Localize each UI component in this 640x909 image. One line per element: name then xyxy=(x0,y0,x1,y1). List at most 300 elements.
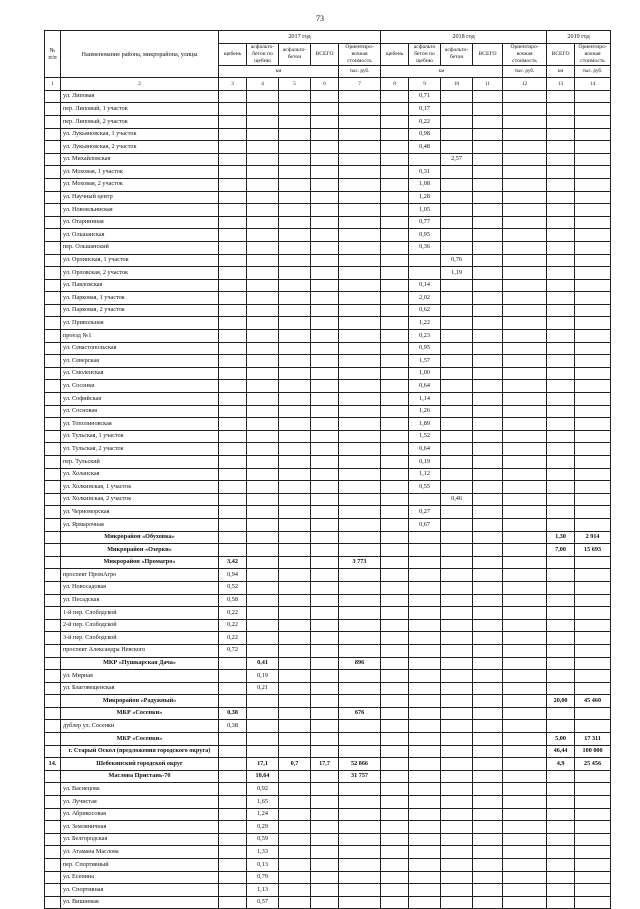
value-cell xyxy=(441,430,473,443)
value-cell xyxy=(547,367,575,380)
value-cell xyxy=(219,745,247,758)
value-cell: 676 xyxy=(339,707,381,720)
value-cell xyxy=(547,393,575,406)
value-cell xyxy=(547,481,575,494)
value-cell xyxy=(279,770,311,783)
value-cell xyxy=(311,594,339,607)
value-cell xyxy=(247,279,279,292)
value-cell xyxy=(219,317,247,330)
value-cell xyxy=(547,229,575,242)
value-cell xyxy=(473,456,503,469)
street-name: ул. Лукьяновская, 2 участок xyxy=(61,141,219,154)
row-number xyxy=(45,367,61,380)
value-cell xyxy=(575,682,611,695)
value-cell xyxy=(547,846,575,859)
value-cell xyxy=(441,544,473,557)
value-cell: 0,41 xyxy=(247,657,279,670)
value-cell xyxy=(409,770,441,783)
column-header: ВСЕГО xyxy=(473,43,503,65)
value-cell xyxy=(503,833,547,846)
value-cell xyxy=(503,330,547,343)
value-cell xyxy=(441,405,473,418)
value-cell xyxy=(503,821,547,834)
value-cell: 0,72 xyxy=(219,644,247,657)
value-cell xyxy=(473,531,503,544)
table-row xyxy=(45,141,611,154)
value-cell xyxy=(311,141,339,154)
value-cell xyxy=(575,896,611,909)
value-cell xyxy=(575,720,611,733)
header-year-2017: 2017 год xyxy=(219,31,381,44)
table-row xyxy=(45,115,611,128)
table-row xyxy=(45,745,611,758)
value-cell xyxy=(219,468,247,481)
value-cell xyxy=(441,707,473,720)
value-cell xyxy=(547,178,575,191)
value-cell xyxy=(339,808,381,821)
value-cell: 7,00 xyxy=(547,544,575,557)
value-cell: 0,22 xyxy=(219,607,247,620)
value-cell xyxy=(575,619,611,632)
value-cell xyxy=(247,506,279,519)
value-cell xyxy=(219,783,247,796)
value-cell xyxy=(279,330,311,343)
value-cell xyxy=(247,103,279,116)
value-cell xyxy=(219,141,247,154)
value-cell xyxy=(311,707,339,720)
value-cell xyxy=(441,682,473,695)
value-cell xyxy=(311,456,339,469)
value-cell xyxy=(575,254,611,267)
value-cell xyxy=(339,594,381,607)
table-row xyxy=(45,796,611,809)
value-cell xyxy=(339,682,381,695)
value-cell xyxy=(503,896,547,909)
value-cell xyxy=(547,871,575,884)
value-cell xyxy=(247,393,279,406)
value-cell: 0,64 xyxy=(409,380,441,393)
row-number xyxy=(45,821,61,834)
value-cell xyxy=(311,796,339,809)
value-cell: 0,64 xyxy=(409,443,441,456)
value-cell xyxy=(547,493,575,506)
section-name: Микрорайон «Обуховка» xyxy=(61,531,219,544)
value-cell xyxy=(547,821,575,834)
value-cell xyxy=(279,884,311,897)
value-cell: 0,46 xyxy=(441,493,473,506)
value-cell xyxy=(247,90,279,103)
value-cell xyxy=(473,430,503,443)
value-cell xyxy=(311,770,339,783)
value-cell xyxy=(311,355,339,368)
value-cell xyxy=(381,204,409,217)
value-cell xyxy=(279,418,311,431)
value-cell xyxy=(247,204,279,217)
row-number xyxy=(45,796,61,809)
value-cell xyxy=(575,90,611,103)
table-row xyxy=(45,758,611,771)
value-cell xyxy=(503,430,547,443)
value-cell xyxy=(339,644,381,657)
street-name: проезд №1 xyxy=(61,330,219,343)
value-cell xyxy=(279,229,311,242)
value-cell xyxy=(575,178,611,191)
value-cell xyxy=(575,644,611,657)
value-cell xyxy=(409,619,441,632)
street-name: ул. Парковая, 2 участок xyxy=(61,304,219,317)
value-cell xyxy=(547,594,575,607)
value-cell xyxy=(247,418,279,431)
value-cell xyxy=(339,355,381,368)
value-cell xyxy=(547,380,575,393)
table-row xyxy=(45,544,611,557)
value-cell xyxy=(219,178,247,191)
value-cell xyxy=(575,783,611,796)
value-cell xyxy=(339,846,381,859)
column-number: 8 xyxy=(381,78,409,91)
value-cell xyxy=(339,695,381,708)
value-cell xyxy=(473,393,503,406)
value-cell xyxy=(219,481,247,494)
table-row xyxy=(45,367,611,380)
value-cell xyxy=(473,241,503,254)
street-name: ул. Холкинская, 1 участок xyxy=(61,481,219,494)
table-row xyxy=(45,103,611,116)
street-name: ул. Вишневая xyxy=(61,896,219,909)
table-row xyxy=(45,607,611,620)
table-row xyxy=(45,720,611,733)
value-cell xyxy=(547,418,575,431)
value-cell xyxy=(311,153,339,166)
street-name: ул. Орловская, 2 участок xyxy=(61,267,219,280)
street-name: ул. Научный центр xyxy=(61,191,219,204)
value-cell xyxy=(547,770,575,783)
value-cell xyxy=(441,330,473,343)
value-cell xyxy=(409,493,441,506)
value-cell xyxy=(503,141,547,154)
value-cell xyxy=(219,670,247,683)
value-cell xyxy=(247,518,279,531)
street-name: ул. Мирная xyxy=(61,670,219,683)
value-cell xyxy=(381,443,409,456)
value-cell: 0,36 xyxy=(409,241,441,254)
street-name: ул. Ольшанская xyxy=(61,229,219,242)
value-cell xyxy=(311,619,339,632)
street-name: ул. Холкинская, 2 участок xyxy=(61,493,219,506)
value-cell xyxy=(409,531,441,544)
value-cell xyxy=(247,153,279,166)
value-cell xyxy=(409,859,441,872)
value-cell xyxy=(575,556,611,569)
value-cell xyxy=(311,304,339,317)
value-cell xyxy=(219,355,247,368)
value-cell xyxy=(503,279,547,292)
value-cell xyxy=(219,153,247,166)
row-number xyxy=(45,304,61,317)
value-cell xyxy=(219,884,247,897)
value-cell xyxy=(279,204,311,217)
value-cell xyxy=(279,468,311,481)
row-number xyxy=(45,141,61,154)
value-cell xyxy=(575,103,611,116)
street-name: дублер ул. Сосенки xyxy=(61,720,219,733)
value-cell xyxy=(219,418,247,431)
column-number: 12 xyxy=(503,78,547,91)
value-cell xyxy=(575,115,611,128)
column-number: 7 xyxy=(339,78,381,91)
value-cell xyxy=(473,657,503,670)
value-cell xyxy=(575,657,611,670)
value-cell xyxy=(473,607,503,620)
value-cell xyxy=(503,619,547,632)
value-cell xyxy=(547,204,575,217)
value-cell xyxy=(503,657,547,670)
value-cell xyxy=(547,267,575,280)
value-cell: 0,95 xyxy=(409,342,441,355)
value-cell xyxy=(547,292,575,305)
value-cell xyxy=(279,153,311,166)
value-cell xyxy=(381,292,409,305)
value-cell xyxy=(441,229,473,242)
value-cell xyxy=(219,657,247,670)
value-cell xyxy=(441,644,473,657)
value-cell xyxy=(247,229,279,242)
value-cell xyxy=(473,103,503,116)
value-cell xyxy=(381,304,409,317)
value-cell xyxy=(575,607,611,620)
value-cell xyxy=(441,846,473,859)
street-name: ул. Тульская, 1 участок xyxy=(61,430,219,443)
value-cell: 2 914 xyxy=(575,531,611,544)
value-cell xyxy=(409,796,441,809)
street-name: ул. Васнецова xyxy=(61,783,219,796)
value-cell xyxy=(575,204,611,217)
value-cell xyxy=(441,506,473,519)
value-cell xyxy=(279,456,311,469)
value-cell xyxy=(575,229,611,242)
street-name: ул. Софийская xyxy=(61,393,219,406)
unit-km-2019: км xyxy=(547,65,575,78)
value-cell xyxy=(575,367,611,380)
value-cell xyxy=(381,468,409,481)
value-cell xyxy=(409,833,441,846)
value-cell xyxy=(381,707,409,720)
value-cell xyxy=(381,808,409,821)
value-cell xyxy=(381,846,409,859)
value-cell xyxy=(311,783,339,796)
street-name: ул. Моховая, 1 участок xyxy=(61,166,219,179)
value-cell xyxy=(381,871,409,884)
table-row xyxy=(45,304,611,317)
value-cell xyxy=(441,833,473,846)
value-cell xyxy=(441,191,473,204)
value-cell: 0,17 xyxy=(409,103,441,116)
value-cell xyxy=(441,783,473,796)
column-number: 10 xyxy=(441,78,473,91)
value-cell: 0,95 xyxy=(409,229,441,242)
value-cell xyxy=(381,330,409,343)
value-cell xyxy=(409,670,441,683)
value-cell: 46,44 xyxy=(547,745,575,758)
street-name: ул. Огарнинная xyxy=(61,216,219,229)
value-cell xyxy=(473,481,503,494)
value-cell xyxy=(219,733,247,746)
value-cell xyxy=(381,493,409,506)
value-cell xyxy=(575,418,611,431)
column-header: Ориентиро-вочная стоимость xyxy=(339,43,381,65)
value-cell xyxy=(503,367,547,380)
value-cell xyxy=(381,569,409,582)
value-cell: 4,9 xyxy=(547,758,575,771)
table-row xyxy=(45,279,611,292)
row-number xyxy=(45,707,61,720)
column-header: Ориентиро-вочная стоимость xyxy=(575,43,611,65)
value-cell xyxy=(339,859,381,872)
value-cell: 45 460 xyxy=(575,695,611,708)
value-cell xyxy=(279,380,311,393)
value-cell xyxy=(473,796,503,809)
value-cell xyxy=(441,103,473,116)
value-cell xyxy=(339,884,381,897)
value-cell xyxy=(219,821,247,834)
value-cell xyxy=(339,632,381,645)
header-no: № п/п xyxy=(45,31,61,78)
value-cell xyxy=(575,279,611,292)
value-cell xyxy=(339,456,381,469)
value-cell xyxy=(381,405,409,418)
value-cell xyxy=(503,632,547,645)
value-cell xyxy=(473,720,503,733)
value-cell xyxy=(503,783,547,796)
row-number xyxy=(45,770,61,783)
value-cell xyxy=(381,393,409,406)
value-cell xyxy=(247,607,279,620)
row-number xyxy=(45,581,61,594)
value-cell xyxy=(381,115,409,128)
value-cell xyxy=(219,380,247,393)
value-cell xyxy=(381,657,409,670)
column-header: асфальто-бетон xyxy=(279,43,311,65)
value-cell xyxy=(503,166,547,179)
value-cell xyxy=(219,796,247,809)
value-cell xyxy=(381,720,409,733)
value-cell xyxy=(219,695,247,708)
value-cell xyxy=(547,153,575,166)
value-cell xyxy=(473,745,503,758)
row-number xyxy=(45,720,61,733)
row-number xyxy=(45,267,61,280)
value-cell xyxy=(547,707,575,720)
value-cell xyxy=(247,304,279,317)
value-cell xyxy=(409,896,441,909)
value-cell xyxy=(247,619,279,632)
row-number xyxy=(45,695,61,708)
value-cell: 1,28 xyxy=(409,191,441,204)
value-cell xyxy=(547,216,575,229)
value-cell xyxy=(473,367,503,380)
row-number xyxy=(45,871,61,884)
value-cell xyxy=(503,682,547,695)
value-cell xyxy=(441,443,473,456)
value-cell xyxy=(441,871,473,884)
row-number xyxy=(45,594,61,607)
value-cell: 0,58 xyxy=(219,594,247,607)
value-cell xyxy=(219,292,247,305)
value-cell: 1,05 xyxy=(409,204,441,217)
value-cell xyxy=(381,254,409,267)
street-name: ул. Есенина xyxy=(61,871,219,884)
value-cell xyxy=(279,808,311,821)
value-cell xyxy=(473,355,503,368)
value-cell: 0,67 xyxy=(409,518,441,531)
column-header: асфальто-бетон по щебню xyxy=(247,43,279,65)
value-cell xyxy=(219,330,247,343)
value-cell xyxy=(247,632,279,645)
value-cell xyxy=(279,581,311,594)
value-cell xyxy=(503,733,547,746)
value-cell: 1,12 xyxy=(409,468,441,481)
value-cell xyxy=(575,884,611,897)
table-row xyxy=(45,292,611,305)
row-number xyxy=(45,229,61,242)
row-number xyxy=(45,859,61,872)
table-row xyxy=(45,682,611,695)
value-cell xyxy=(547,859,575,872)
value-cell xyxy=(381,682,409,695)
value-cell xyxy=(503,103,547,116)
row-number xyxy=(45,456,61,469)
street-name: ул. Благовещенская xyxy=(61,682,219,695)
value-cell xyxy=(279,304,311,317)
value-cell xyxy=(279,279,311,292)
value-cell: 0,13 xyxy=(247,859,279,872)
value-cell xyxy=(503,556,547,569)
value-cell xyxy=(409,745,441,758)
value-cell xyxy=(547,884,575,897)
value-cell xyxy=(339,216,381,229)
row-number xyxy=(45,632,61,645)
value-cell xyxy=(311,695,339,708)
table-row xyxy=(45,166,611,179)
value-cell xyxy=(503,670,547,683)
value-cell xyxy=(339,569,381,582)
value-cell xyxy=(575,292,611,305)
value-cell xyxy=(381,745,409,758)
value-cell xyxy=(547,607,575,620)
value-cell xyxy=(311,808,339,821)
value-cell xyxy=(219,430,247,443)
value-cell xyxy=(247,128,279,141)
value-cell xyxy=(247,720,279,733)
value-cell xyxy=(219,103,247,116)
value-cell: 0,92 xyxy=(247,783,279,796)
value-cell xyxy=(547,166,575,179)
value-cell xyxy=(279,518,311,531)
value-cell: 0,71 xyxy=(409,90,441,103)
value-cell xyxy=(279,632,311,645)
value-cell xyxy=(219,456,247,469)
table-row xyxy=(45,707,611,720)
row-number xyxy=(45,657,61,670)
value-cell xyxy=(339,821,381,834)
value-cell: 896 xyxy=(339,657,381,670)
value-cell: 17,7 xyxy=(311,758,339,771)
value-cell xyxy=(409,644,441,657)
value-cell xyxy=(503,90,547,103)
table-row xyxy=(45,896,611,909)
value-cell xyxy=(473,418,503,431)
value-cell xyxy=(311,216,339,229)
